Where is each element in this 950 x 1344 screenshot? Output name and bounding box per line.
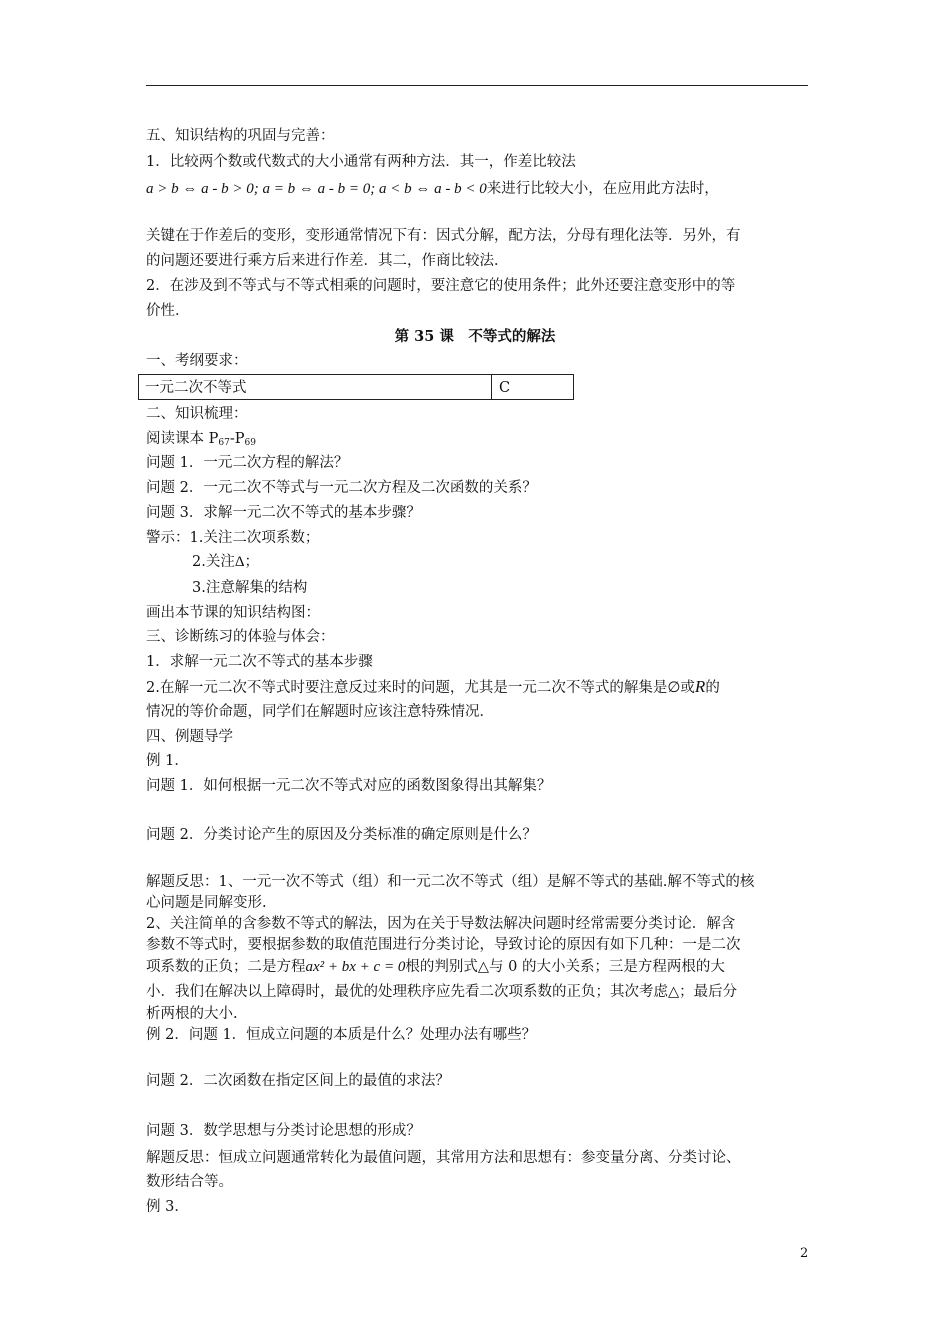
example-label: 例 1． [146, 753, 189, 769]
quadratic-equation: ax² + bx + c = 0 [305, 959, 406, 975]
delta-symbol: Δ [234, 554, 245, 570]
section-heading: 三、诊断练习的体验与体会： [146, 629, 335, 645]
text-fragment: 的 [705, 680, 720, 696]
text-line: 解题反思：1、一元一次不等式（组）和一元二次不等式（组）是解不等式的基础.解不等式的核 [146, 874, 755, 890]
warning-line: 警示：1.关注二次项系数； [146, 530, 320, 546]
empty-set-symbol: ∅ [667, 680, 681, 696]
text-fragment: 阅读课本 P [146, 431, 219, 447]
text-line: 析两根的大小. [146, 1006, 238, 1022]
subscript: 69 [244, 438, 256, 448]
text-fragment: 2.在解一元二次不等式时要注意反过来时的问题，尤其是一元二次不等式的解集是 [146, 680, 668, 696]
text-line: 画出本节课的知识结构图： [146, 605, 320, 621]
page-number: 2 [800, 1246, 809, 1261]
section-heading: 四、例题导学 [146, 729, 233, 745]
lesson-title: 第 35 课 不等式的解法 [394, 328, 556, 345]
text-fragment: 或 [680, 680, 695, 696]
question-line: 例 2．问题 1．恒成立问题的本质是什么？处理办法有哪些？ [146, 1027, 537, 1043]
question-line: 问题 2．一元二次不等式与一元二次方程及二次函数的关系？ [146, 480, 537, 496]
text-fragment: 2.关注 [192, 554, 235, 570]
text-fragment: 来进行比较大小，在应用此方法时， [486, 181, 719, 197]
text-line: 数形结合等。 [146, 1174, 233, 1190]
question-line: 问题 1．如何根据一元二次不等式对应的函数图象得出其解集？ [146, 778, 552, 794]
question-line: 问题 2．分类讨论产生的原因及分类标准的确定原则是什么？ [146, 827, 537, 843]
text-line: 参数不等式时，要根据参数的取值范围进行分类讨论，导致讨论的原因有如下几种：一是二次 [146, 937, 741, 953]
table-divider [491, 375, 492, 399]
text-line: 2．在涉及到不等式与不等式相乘的问题时，要注意它的使用条件；此外还要注意变形中的等 [146, 278, 736, 294]
section-heading: 二、知识梳理： [146, 406, 248, 422]
text-line: 1．比较两个数或代数式的大小通常有两种方法．其一，作差比较法 [146, 154, 576, 170]
text-fragment: -P [229, 431, 245, 447]
table-cell-topic: 一元二次不等式 [145, 380, 247, 396]
table-cell-level: C [499, 380, 511, 396]
question-line: 问题 3．求解一元二次不等式的基本步骤？ [146, 505, 421, 521]
question-line: 问题 3．数学思想与分类讨论思想的形成？ [146, 1123, 421, 1139]
warning-line [192, 552, 259, 572]
text-line: 的问题还要进行乘方后来进行作差．其二，作商比较法． [146, 253, 509, 269]
syllabus-table [138, 374, 574, 400]
formula-line [146, 957, 725, 977]
text-line [146, 677, 720, 698]
text-line: 心问题是同解变形. [146, 895, 267, 911]
text-line: 小．我们在解决以上障碍时，最优的处理秩序应先看二次项系数的正负；其次考虑△；最后分 [146, 984, 738, 1000]
text-fragment: 根的判别式△与 0 的大小关系；三是方程两根的大 [405, 959, 725, 975]
question-line: 问题 2．二次函数在指定区间上的最值的求法？ [146, 1073, 450, 1089]
comparison-formula: a > b ⇔ a - b > 0; a = b ⇔ a - b = 0; a < b ⇔ a - b < 0 [146, 181, 487, 197]
text-fragment: 项系数的正负；二是方程 [146, 959, 306, 975]
warning-line: 3.注意解集的结构 [192, 580, 308, 596]
text-fragment: ； [244, 554, 259, 570]
text-line: 情况的等价命题，同学们在解题时应该注意特殊情况． [146, 704, 494, 720]
text-line: 价性． [146, 303, 190, 319]
reading-line [146, 429, 256, 453]
text-line: 关键在于作差后的变形，变形通常情况下有：因式分解，配方法，分母有理化法等．另外，有 [146, 228, 741, 244]
subscript: 67 [218, 438, 230, 448]
text-line: 2、关注简单的含参数不等式的解法，因为在关于导数法解决问题时经常需要分类讨论．解含 [146, 916, 736, 932]
section-heading: 五、知识结构的巩固与完善： [146, 128, 335, 144]
example-label: 例 3． [146, 1199, 189, 1215]
formula-line [146, 179, 719, 199]
real-set-symbol: R [694, 677, 706, 696]
text-line: 1．求解一元二次不等式的基本步骤 [146, 654, 373, 670]
header-rule [146, 85, 808, 86]
section-heading: 一、考纲要求： [146, 353, 248, 369]
question-line: 问题 1．一元二次方程的解法？ [146, 455, 349, 471]
text-line: 解题反思：恒成立问题通常转化为最值问题，其常用方法和思想有：参变量分离、分类讨论、 [146, 1150, 741, 1166]
